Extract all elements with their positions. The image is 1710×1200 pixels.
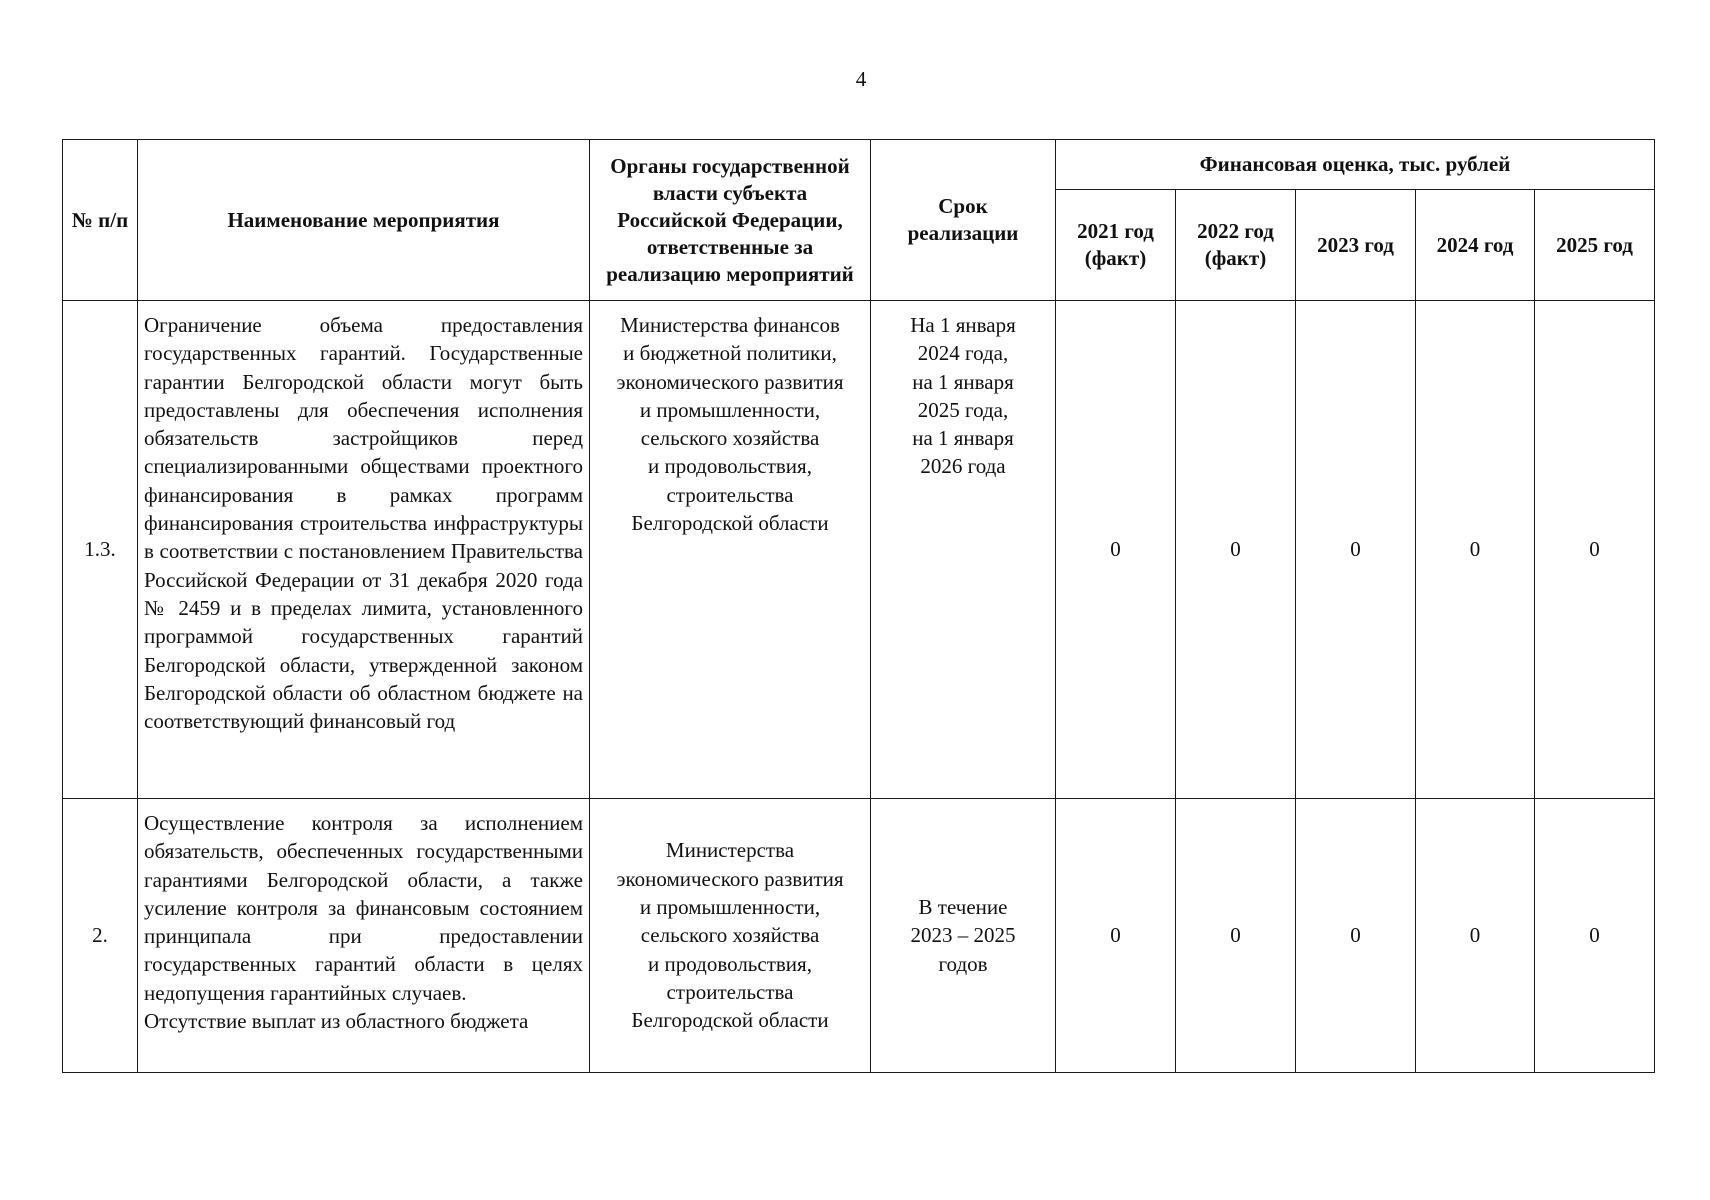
responsible-authorities: Министерства финансов и бюджетной политики, экономического развития и промышленности, сельского хозяйства и продовольствия, строительства Белгородской области xyxy=(590,301,871,799)
implementation-term: В течение 2023 – 2025 годов xyxy=(871,799,1056,1073)
table-header xyxy=(63,140,1655,301)
header-org: Органы государственной власти субъекта Российской Федерации, ответственные за реализацию мероприятий xyxy=(590,140,871,301)
header-year-2022: 2022 год (факт) xyxy=(1176,190,1296,301)
value-2024: 0 xyxy=(1416,301,1535,799)
measure-name: Осуществление контроля за исполнением обязательств, обеспеченных государственными гарантиями Белгородской области, а также усиление контроля за финансовым состоянием принципала при предоставлении государственных гарантий области в целях недопущения гарантийных случаев. Отсутствие выплат из областного бюджета xyxy=(138,799,590,1073)
header-year-2023: 2023 год xyxy=(1296,190,1416,301)
header-year-2025: 2025 год xyxy=(1535,190,1655,301)
value-2023: 0 xyxy=(1296,301,1416,799)
row-number: 1.3. xyxy=(63,301,138,799)
value-2021: 0 xyxy=(1056,301,1176,799)
value-2023: 0 xyxy=(1296,799,1416,1073)
value-2025: 0 xyxy=(1535,301,1655,799)
value-2025: 0 xyxy=(1535,799,1655,1073)
measure-name: Ограничение объема предоставления государственных гарантий. Государственные гарантии Белгородской области могут быть предоставлены для обеспечения исполнения обязательств застройщиков перед специализированными обществами проектного финансирования в рамках программ финансирования строительства инфраструктуры в соответствии с постановлением Правительства Российской Федерации от 31 декабря 2020 года № 2459 и в пределах лимита, установленного программой государственных гарантий Белгородской области, утвержденной законом Белгородской области об областном бюджете на соответствующий финансовый год xyxy=(138,301,590,799)
table-row xyxy=(63,301,1655,799)
value-2024: 0 xyxy=(1416,799,1535,1073)
value-2022: 0 xyxy=(1176,301,1296,799)
implementation-term: На 1 января 2024 года, на 1 января 2025 года, на 1 января 2026 года xyxy=(871,301,1056,799)
header-year-2021: 2021 год (факт) xyxy=(1056,190,1176,301)
header-finance: Финансовая оценка, тыс. рублей xyxy=(1056,140,1655,190)
header-name: Наименование мероприятия xyxy=(138,140,590,301)
header-term: Срок реализации xyxy=(871,140,1056,301)
value-2022: 0 xyxy=(1176,799,1296,1073)
responsible-authorities: Министерства экономического развития и промышленности, сельского хозяйства и продовольствия, строительства Белгородской области xyxy=(590,799,871,1073)
header-num: № п/п xyxy=(63,140,138,301)
value-2021: 0 xyxy=(1056,799,1176,1073)
header-year-2024: 2024 год xyxy=(1416,190,1535,301)
measures-table xyxy=(62,139,1655,1073)
row-number: 2. xyxy=(63,799,138,1073)
table-row xyxy=(63,799,1655,1073)
page-number: 4 xyxy=(855,67,867,91)
